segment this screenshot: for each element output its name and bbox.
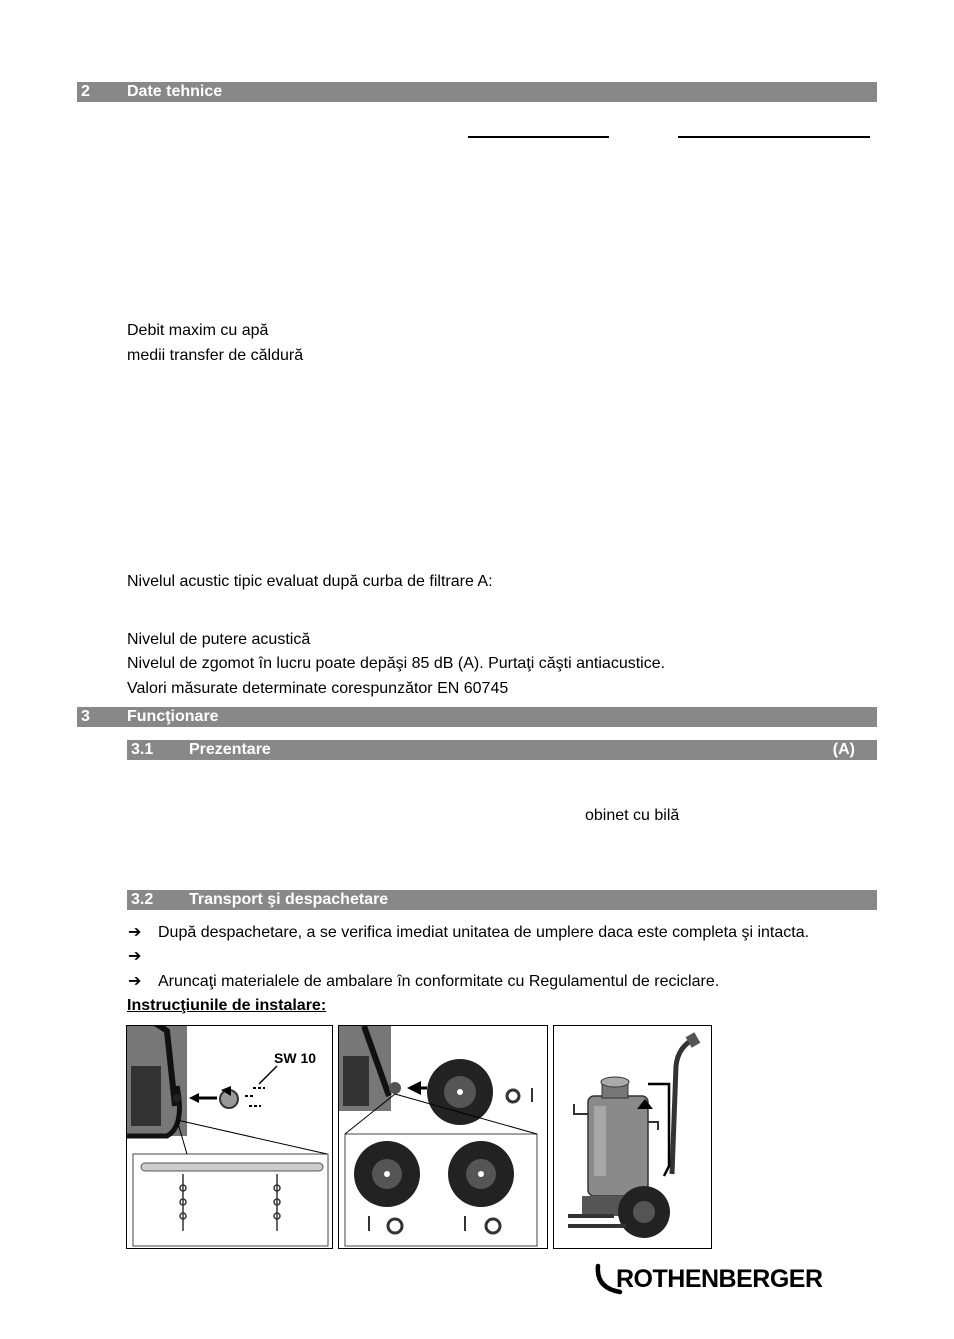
transport-item-1: După despachetare, a se verifica imediat unitatea de umplere daca este completa şi intacta.: [158, 924, 810, 941]
noise-values-text: Valori măsurate determinate corespunzător EN 60745: [127, 680, 509, 697]
debit-label: Debit maxim cu apă: [127, 322, 269, 339]
debit-label-2: medii transfer de căldură: [127, 347, 304, 364]
brand-name: ROTHENBERGER: [616, 1265, 823, 1293]
section-title: Funcţionare: [127, 708, 219, 725]
section-number: 2: [81, 83, 90, 100]
figure-axle-assembly: [126, 1025, 333, 1249]
arrow-bullet-icon: ➔: [128, 973, 142, 990]
wheel-assembly-illustration: [339, 1026, 548, 1249]
figure-wheel-assembly: [338, 1025, 548, 1249]
arrow-bullet-icon: ➔: [128, 924, 142, 941]
install-heading: Instrucţiunile de instalare:: [127, 997, 327, 1014]
section-marker: (A): [832, 741, 855, 758]
section-number: 3: [81, 708, 90, 725]
section-title: Transport şi despachetare: [189, 891, 389, 908]
column-rule-left: [468, 136, 609, 138]
arrow-bullet-icon: ➔: [128, 948, 142, 965]
noise-power-text: Nivelul de putere acustică: [127, 631, 311, 648]
section-number: 3.2: [131, 891, 154, 908]
transport-item-3: Aruncaţi materialele de ambalare în conformitate cu Regulamentul de reciclare.: [158, 973, 720, 990]
section-3-header: [77, 707, 877, 727]
section-title: Prezentare: [189, 741, 271, 758]
noise-warning-text: Nivelul de zgomot în lucru poate depăşi 85 dB (A). Purtaţi căşti antiacustice.: [127, 655, 666, 672]
section-3-2-header: [127, 890, 877, 910]
brand-logo: [594, 1262, 834, 1298]
ball-valve-text: obinet cu bilă: [585, 807, 680, 824]
section-2-header: [77, 82, 877, 102]
section-title: Date tehnice: [127, 83, 223, 100]
column-rule-right: [678, 136, 870, 138]
figure-assembled-unit: [553, 1025, 712, 1249]
section-3-1-header: [127, 740, 877, 760]
noise-typical-text: Nivelul acustic tipic evaluat după curba de filtrare A:: [127, 573, 493, 590]
wrench-size-label: SW 10: [274, 1050, 317, 1066]
assembled-unit-illustration: [554, 1026, 712, 1249]
section-number: 3.1: [131, 741, 154, 758]
